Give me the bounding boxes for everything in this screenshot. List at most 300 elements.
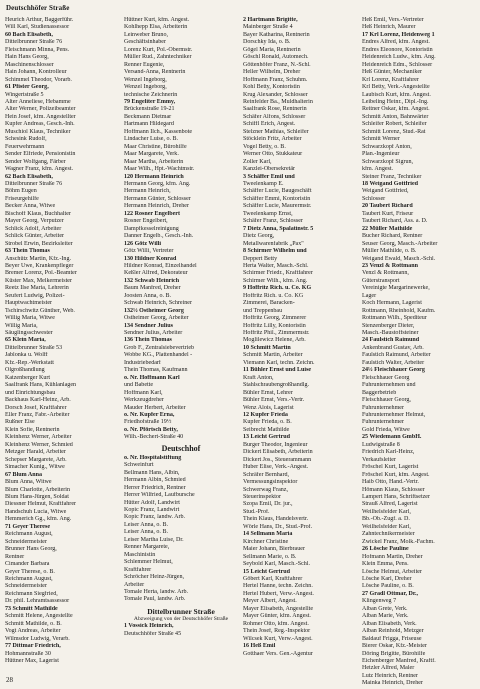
directory-entry: Meyer Albert, Angest. bbox=[243, 598, 297, 605]
directory-entry: Bühler Ernst, Vers.-Vertr. bbox=[243, 397, 305, 404]
directory-entry: Hermann Georg, kfm. Ang. bbox=[124, 180, 191, 187]
directory-entry: 12 Kupfer Frieda bbox=[243, 412, 288, 419]
directory-entry: Simacher Kunig., Witwe bbox=[5, 464, 65, 471]
directory-entry: Herta Walter, Masch.-Schl. bbox=[243, 262, 309, 269]
directory-entry: Diessner Helmut, Kraftfahrer bbox=[5, 501, 77, 508]
directory-entry: Baggerbetrieb bbox=[362, 389, 397, 396]
directory-entry: Güterstransport bbox=[362, 277, 400, 284]
directory-entry: Kraftfahrer bbox=[124, 566, 152, 573]
directory-entry: Maschinistin bbox=[124, 551, 156, 558]
directory-entry: Schmitt Anton, Bahnwärter bbox=[362, 113, 429, 120]
directory-entry: Hoffmann Karl, bbox=[124, 389, 163, 396]
column-1 bbox=[5, 17, 119, 665]
directory-entry: Handschuh Lucia, Witwe bbox=[5, 508, 67, 515]
directory-entry: Bb.-Ob.-Zugf. a. D. bbox=[362, 516, 410, 523]
directory-entry: Hertel Hanne, techn. Zeichn. bbox=[243, 583, 313, 590]
directory-entry: 25 Wiedemann GmbH. bbox=[362, 434, 422, 441]
directory-entry: Leiser Anna, o. B. bbox=[124, 529, 168, 536]
directory-entry: Bischoff Klaus, Buchhalter bbox=[5, 210, 71, 217]
directory-entry: Herrer Wilfried, Laufbursche bbox=[124, 492, 195, 499]
directory-entry: Schlemmer Helmut, bbox=[124, 559, 173, 566]
directory-entry: Viemann Karl, techn. Zeichn. bbox=[243, 359, 315, 366]
directory-entry: Schesink Rudolf, bbox=[5, 136, 47, 143]
directory-entry: Versand-Anna, Rentnerin bbox=[124, 69, 186, 76]
directory-entry: Lampert Hans, Schriftsetzer bbox=[362, 494, 431, 500]
directory-entry: Lösche Pauline, o. B. bbox=[362, 583, 414, 590]
directory-entry: Bucher Richard, Rentner bbox=[362, 233, 423, 240]
directory-entry: Grob F., Zentralsiebevertrieb bbox=[124, 344, 195, 351]
directory-entry: Rohmer Otto, kfm. Angest. bbox=[243, 620, 309, 627]
directory-entry: Hartmann Hildegard bbox=[124, 121, 174, 128]
directory-entry: Endres Eleonore, Kontoristin bbox=[362, 46, 433, 53]
directory-entry: Schneidermeister bbox=[5, 583, 47, 590]
directory-entry: Eller Franz, Fabr.-Arbeiter bbox=[5, 412, 70, 419]
directory-entry: Krl Betty, Verk.-Angestellte bbox=[362, 84, 430, 91]
directory-entry: Zoller Karl, bbox=[243, 158, 272, 165]
directory-entry: Taubert Kurt, Friseur bbox=[362, 210, 414, 217]
directory-entry: Sender Wolfgang, Färber bbox=[5, 158, 66, 165]
directory-entry: Danner Engelb., Gesch.-Inh. bbox=[124, 233, 194, 240]
directory-entry: Klein Emma, Pens. bbox=[362, 561, 409, 568]
directory-entry: Krug Alexander, Schlosser bbox=[243, 91, 308, 98]
directory-entry: Ankenbrand Gustav, Arb. bbox=[362, 344, 424, 351]
directory-entry: 15 Leicht Gertrud bbox=[243, 568, 291, 575]
directory-entry: Alban Elisabeth, Verk. bbox=[362, 620, 417, 627]
directory-entry: Feuerwehrmann bbox=[5, 143, 45, 150]
directory-entry: 65 Klein Maria, bbox=[5, 337, 46, 344]
directory-entry: 18 Weigand Gottfried bbox=[362, 180, 418, 187]
directory-entry: 130 Hildner Konrad bbox=[124, 255, 177, 262]
directory-entry: Schwerwag Franz, bbox=[243, 486, 289, 493]
directory-entry: 3 Schäffer Emil und bbox=[243, 173, 295, 180]
directory-entry: 122 Rosner Engelbert bbox=[124, 210, 180, 217]
directory-entry: Huber Elise, Verk.-Angest. bbox=[243, 464, 309, 471]
directory-entry: Schweinfurt bbox=[124, 462, 154, 469]
directory-entry: Hoffmann Ilch., Kassenbote bbox=[124, 128, 193, 135]
directory-entry: Beckmann Dietmar bbox=[124, 113, 172, 120]
directory-entry: Saalfrank Rose, Rentnerin bbox=[243, 106, 307, 113]
directory-entry: Weigand Gottfried, bbox=[362, 188, 409, 195]
directory-entry: Masch.-Baustoffsteiner bbox=[362, 330, 419, 337]
directory-entry: Alter Anneliese, Hebamme bbox=[5, 98, 71, 105]
directory-entry: Hermann Heinrich, bbox=[124, 188, 171, 195]
directory-entry: Szopa Emil, Dr. jur., bbox=[243, 501, 293, 508]
directory-entry: Götz Willi, Vertreter bbox=[124, 248, 174, 255]
directory-entry: 10 Schmitt Martin bbox=[243, 344, 291, 351]
directory-entry: Schwarzkopf Anton, bbox=[362, 143, 412, 150]
directory-entry: Heidenreich Ludw., kfm. Ang. bbox=[362, 54, 436, 61]
directory-entry: 27 Gradl Ottmar, Dr., bbox=[362, 590, 418, 597]
directory-entry: Kanzlei-Obersekretär bbox=[243, 166, 296, 173]
directory-entry: Göschl Ronald, Automech. bbox=[243, 54, 309, 61]
directory-entry: Burger Theodor, Ingenieur bbox=[243, 441, 308, 448]
directory-entry: 120 Hermann Heinrich bbox=[124, 173, 184, 180]
directory-entry: Kleinhenz Werner, Arbeiter bbox=[5, 434, 72, 441]
directory-entry: Brunner Hans Georg, bbox=[5, 546, 57, 553]
directory-entry: Bierer Oskar, Kfz.-Meister bbox=[362, 643, 427, 650]
directory-entry: Werkzeugdreher bbox=[124, 397, 164, 404]
directory-entry: Schwab Heinrich, Schreiner bbox=[124, 300, 193, 307]
directory-entry: 17 Krl Lorenz, Heidenweg 1 bbox=[362, 31, 435, 38]
directory-entry: Kohlhepp Elsa, Arbeiterin bbox=[124, 24, 188, 31]
directory-entry: 20 Taubert Richard bbox=[362, 203, 413, 210]
directory-entry: Lösche Karl, Dreher bbox=[362, 575, 412, 582]
directory-entry: Mainberger Straße 4 bbox=[243, 24, 293, 31]
directory-entry: Steuerinspektor bbox=[243, 494, 281, 500]
directory-entry: Maar Margarete, Verk. bbox=[124, 151, 179, 158]
directory-entry: Weilhelsfelder Karl, bbox=[362, 523, 411, 530]
directory-entry: Tomale Paul, landw. Arb. bbox=[124, 596, 186, 603]
directory-entry: Schleifer Robert, Schleifer bbox=[362, 121, 427, 128]
directory-entry: Böhm Eugen bbox=[5, 188, 37, 195]
directory-entry: Hoffritz Rich. u. Co. KG bbox=[243, 292, 304, 299]
directory-entry: Alban Marie, Verk. bbox=[362, 613, 409, 620]
page-number: 28 bbox=[6, 676, 13, 684]
directory-entry: Wenzel Ingeborg, bbox=[124, 84, 167, 91]
directory-entry: Mainka Heinrich, Dreher bbox=[362, 680, 423, 687]
directory-entry: Hoffritz Georg, Zimmerer bbox=[243, 315, 307, 322]
directory-entry: Verkaufsleiter bbox=[362, 456, 396, 463]
directory-entry: Reichmann Siegfried, bbox=[5, 590, 58, 597]
directory-entry: Fuhrunternehmer bbox=[362, 419, 404, 426]
directory-entry: Moglilewicz Helene, Arb. bbox=[243, 337, 306, 344]
directory-entry: 22 Müller Mathilde bbox=[362, 225, 413, 232]
section-note: Abzweigung von der Deutschhöfer Straße bbox=[133, 616, 229, 623]
directory-entry: Maar Christine, Bürohilfe bbox=[124, 143, 187, 150]
directory-entry: Schmitt Werner bbox=[362, 136, 400, 143]
directory-entry: 136 Thein Thomas bbox=[124, 337, 172, 344]
directory-entry: Hohmannstraße 30 bbox=[5, 650, 51, 657]
directory-entry: Tweelenkamp Ernst, bbox=[243, 210, 293, 217]
directory-entry: Cimander Barbara bbox=[5, 561, 50, 568]
page-header bbox=[0, 0, 480, 18]
directory-entry: Friedrich Karl-Heinz, bbox=[362, 449, 415, 456]
directory-entry: Hoffmann Franz, Schuhm. bbox=[243, 76, 308, 83]
directory-entry: Hermann Heinrich, Dreher bbox=[124, 203, 189, 210]
directory-entry: technische Zeichnerin bbox=[124, 91, 178, 98]
directory-entry: Schäffer Emmi, Kontoristin bbox=[243, 195, 311, 202]
directory-entry: Fleischhauer Georg bbox=[362, 374, 410, 381]
directory-entry: Plan.-Ingenieur bbox=[362, 151, 400, 158]
directory-entry: 71 Geyer Therese bbox=[5, 523, 51, 530]
directory-entry: Gotthaer Vers. Gen.-Agentur bbox=[243, 650, 313, 657]
directory-entry: Stenzenberger Dieter, bbox=[362, 322, 415, 329]
directory-entry: Lutz Heinrich, Rentner bbox=[362, 672, 418, 679]
directory-entry: Schäffer Lucie, Baugeschäft bbox=[243, 188, 312, 195]
directory-entry: Klein Sofie, Rentnerin bbox=[5, 426, 60, 433]
directory-entry: 24½ Fleischhauer Georg bbox=[362, 367, 425, 374]
directory-entry: Stahlschraubengroßhandlg. bbox=[243, 382, 309, 389]
directory-entry: Mayer Günter, kfm. Angest. bbox=[243, 613, 311, 620]
directory-entry: Laubisch Kurt, kfm. Angest. bbox=[362, 91, 431, 98]
directory-entry: Dickert Jos., Steuerammann bbox=[243, 456, 312, 463]
directory-entry: Will Karl, Studienassessor bbox=[5, 24, 70, 31]
directory-entry: 7 Dietz Anna, Spalatinstr. 5 bbox=[243, 225, 314, 232]
directory-entry: Müller Mathilde, o. B. bbox=[362, 248, 417, 255]
directory-entry: Rottmann, Rheinhold, Kaufm. bbox=[362, 307, 436, 314]
directory-entry: Becker Anna, Witwe bbox=[5, 203, 56, 210]
directory-entry: Mauder Herbert, Arbeiter bbox=[124, 404, 186, 411]
directory-entry: Reichmann August, bbox=[5, 531, 53, 538]
directory-entry: Hoffritz Lilly, Kontoristin bbox=[243, 322, 306, 329]
directory-entry: Anschütz Martin, Kfz.-Ing. bbox=[5, 255, 71, 262]
directory-entry: Jablonka u. Wolff bbox=[5, 352, 48, 359]
directory-entry: Koch Hermann, Lagerist bbox=[362, 300, 422, 307]
directory-entry: Wobbe KG., Plattenhandel - bbox=[124, 352, 193, 359]
directory-entry: Deppert Betty bbox=[243, 255, 278, 262]
directory-entry: Schmitt Mathilde, o. B. bbox=[5, 620, 62, 627]
directory-entry: Schimmel Theodor, Vorarb. bbox=[5, 76, 72, 83]
directory-entry: Faulstich Raimund, Arbeiter bbox=[362, 352, 431, 359]
directory-entry: Hain Johann, Kontrolleur bbox=[5, 69, 67, 76]
directory-entry: Reinfelder Ba., Muldhalterin bbox=[243, 98, 313, 105]
directory-entry: Schepser Margarete, Arb. bbox=[5, 456, 67, 463]
directory-entry: Bayer Katharina, Rentnerin bbox=[243, 31, 310, 38]
directory-entry: Deutschhöfer Straße 45 bbox=[124, 630, 182, 637]
directory-entry: Dorschky Ida, o. B. bbox=[243, 39, 291, 46]
section-heading: Deutschhof bbox=[161, 443, 201, 453]
directory-entry: Fuhrunternehmer bbox=[362, 404, 404, 411]
directory-entry: 63 Thein Thomas bbox=[5, 248, 50, 255]
directory-entry: Hertel Hubert, Verw.-Angest. bbox=[243, 590, 314, 597]
directory-entry: Bühler Ernst, Lehrer bbox=[243, 389, 293, 396]
directory-entry: Schneidermeister bbox=[5, 538, 47, 545]
directory-entry: Schräfer Bernhard, bbox=[243, 471, 290, 478]
directory-entry: Alter Werner, Polizeibeamter bbox=[5, 106, 76, 113]
directory-entry: Schäffer Lucie, Maurermstr. bbox=[243, 203, 312, 210]
directory-entry: Schäfer Franz, Schlosser bbox=[243, 218, 303, 225]
directory-entry: Vereinigte Margarinewerke, bbox=[362, 285, 430, 292]
directory-entry: Reetz Ilse Maria, Lehrerin bbox=[5, 285, 69, 292]
directory-entry: Hildner Konrad, Einzelhandel bbox=[124, 262, 197, 269]
directory-entry: 126 Götz Willi bbox=[124, 240, 162, 247]
directory-entry: Hermann Albin, Schmied bbox=[124, 477, 186, 484]
directory-entry: Stelzner Mathias, Schleifer bbox=[243, 128, 309, 135]
directory-entry: Hüttner Kurt, kfm. Angest. bbox=[124, 17, 190, 23]
directory-entry: Lösche Helmut, Arbeiter bbox=[362, 568, 422, 575]
directory-entry: Joosten Anna, o. B. bbox=[124, 292, 172, 299]
directory-entry: 23 Venzl & Rottmann bbox=[362, 262, 418, 269]
directory-entry: 73 Schmitt Mathilde bbox=[5, 605, 58, 612]
directory-entry: Wingertstraße 5 bbox=[5, 91, 44, 98]
directory-entry: Fuhrunternehmen und bbox=[362, 382, 416, 389]
directory-entry: Klingenweg 7 bbox=[362, 598, 397, 605]
directory-entry: Hermann Günter, Schlosser bbox=[124, 195, 191, 202]
directory-entry: Rentner bbox=[5, 553, 25, 560]
directory-entry: Sendner Julius, Arbeiter bbox=[124, 330, 183, 337]
directory-entry: 9 Hoffritz Rich. u. Co. KG bbox=[243, 285, 312, 292]
directory-entry: o. Nr. Kupfer Erna, bbox=[124, 412, 175, 419]
directory-entry: Wilh.-Bechert-Straße 40 bbox=[124, 434, 184, 441]
directory-entry: Kopic Franz, Landwirt bbox=[124, 507, 180, 513]
directory-entry: Zahntechnikermeister bbox=[362, 531, 415, 538]
directory-entry: Kfz.-Rep.-Werkstatt bbox=[5, 359, 54, 366]
directory-entry: 132½ Ostheimer Georg bbox=[124, 307, 184, 314]
directory-entry: Hauptwachtmeister bbox=[5, 300, 53, 307]
directory-entry: Reitner Oskar, kfm. Angest. bbox=[362, 106, 430, 113]
directory-entry: Schlick Adolf, Arbeiter bbox=[5, 225, 62, 232]
directory-entry: Maar Wilh., Hpt.-Wachtmstr. bbox=[124, 166, 195, 173]
directory-entry: Thein Josef, Reg.-Inspektor bbox=[243, 628, 311, 635]
directory-entry: Hüttner Max, Lagerist bbox=[5, 657, 59, 664]
directory-entry: 1 Vossick Heinrich, bbox=[124, 623, 174, 630]
directory-entry: Hofmann Martin, Dreher bbox=[362, 553, 423, 560]
directory-entry: Müller Rud., Zahntechniker bbox=[124, 54, 192, 61]
directory-entry: Mayer Georg, Verputzer bbox=[5, 218, 64, 225]
directory-entry: Maar Martha, Arbeiterin bbox=[124, 158, 184, 165]
directory-entry: Arbeiter bbox=[124, 581, 145, 588]
directory-entry: Thein Thomas, Kaufmann bbox=[124, 367, 188, 374]
directory-entry: Tschirschwitz Günther, Web. bbox=[5, 307, 75, 314]
directory-entry: Hein Josef, kfm. Angestellter bbox=[5, 113, 76, 120]
directory-entry: Döring Brigitte, Bürohilfe bbox=[362, 650, 426, 657]
directory-entry: Friedhofstraße 19½ bbox=[124, 419, 172, 426]
directory-entry: kfm. Angest. bbox=[362, 166, 394, 173]
directory-entry: Zwickel Franz, Molk.-Fachm. bbox=[362, 538, 435, 545]
directory-entry: Maier Johann, Bierbrauer bbox=[243, 546, 305, 553]
directory-entry: Metallwarenfabrik „Pax" bbox=[243, 240, 304, 247]
running-head: Deutschhöfer Straße bbox=[6, 4, 70, 12]
directory-entry: Taubert Richard, Ass. a. D. bbox=[362, 218, 428, 225]
directory-entry: Kopic Franz, landw. Arb. bbox=[124, 514, 186, 521]
directory-entry: Schäfer Alfons, Schlosser bbox=[243, 113, 306, 120]
directory-entry: Hütter Adolf, Landwirt bbox=[124, 499, 180, 506]
section-heading: Dittelbrunner Straße bbox=[147, 606, 215, 616]
directory-entry: Schirmer Wilh., kfm. Ang. bbox=[243, 277, 308, 284]
directory-entry: Heß Günter, Mechaniker bbox=[362, 69, 423, 76]
directory-entry: Vogel Betty, o. B. bbox=[243, 143, 286, 150]
directory-entry: 13 Leicht Gertrud bbox=[243, 434, 291, 441]
directory-entry: Lager bbox=[362, 292, 377, 299]
directory-entry: 26 Lösche Pauline bbox=[362, 546, 409, 553]
directory-entry: Dittelbrunner Straße 53 bbox=[5, 344, 63, 351]
directory-entry: Dampfkesselreinigung bbox=[124, 225, 179, 232]
directory-entry: Thein Klaus, Handelsvertr. bbox=[243, 516, 309, 523]
directory-entry: Stöcklein Fritz, Arbeiter bbox=[243, 136, 302, 143]
directory-entry: Rottmann Wilh., Spediteur bbox=[362, 315, 427, 322]
directory-entry: Willig Maria, bbox=[5, 322, 38, 329]
directory-entry: Dietz Georg, bbox=[243, 233, 275, 240]
directory-entry: Ostheimer Georg, Arbeiter bbox=[124, 315, 189, 322]
directory-entry: Fröschel Kurt, Lagerist bbox=[362, 464, 419, 471]
directory-entry: Wagner Franz, kfm. Angest. bbox=[5, 166, 74, 173]
directory-entry: Friseurgehilfe bbox=[5, 195, 39, 202]
directory-entry: Wenz Alois, Lagerist bbox=[243, 404, 294, 411]
directory-entry: Wilmsdor Ludwig, Verarb. bbox=[5, 635, 70, 642]
directory-entry: Hemmerich Gg., kfm. Ang. bbox=[5, 516, 72, 523]
directory-entry: Baldauf Frigga, Friseuse bbox=[362, 635, 422, 642]
directory-entry: Renner Margarete, bbox=[124, 544, 170, 551]
directory-entry: Seuser Georg, Masch.-Arbeiter bbox=[362, 240, 438, 247]
directory-entry: Alban Grete, Verk. bbox=[362, 605, 408, 612]
directory-entry: Reichmann August, bbox=[5, 575, 53, 582]
directory-entry: Ölgroßhandlung bbox=[5, 367, 45, 374]
directory-entry: Dr. phil. Lehramtsassessor bbox=[5, 598, 70, 605]
directory-entry: Sender Elfriede, Pensionistin bbox=[5, 151, 76, 158]
directory-entry: 2 Hartmann Brigitte, bbox=[243, 17, 298, 23]
directory-entry: Kleinhenz Werner, Schmied bbox=[5, 441, 73, 448]
directory-entry: 134 Sendner Julius bbox=[124, 322, 173, 329]
directory-entry: 77 Dittmar Friedrich, bbox=[5, 643, 61, 650]
directory-entry: Endres Alfred, kfm. Angest. bbox=[362, 39, 430, 46]
directory-entry: 16 Heß Emil bbox=[243, 643, 276, 650]
directory-entry: Baum Manfred, Dreher bbox=[124, 285, 181, 292]
directory-entry: Wilcsek Kurt, Verw.-Angest. bbox=[243, 635, 313, 642]
directory-entry: Beyer Uwe, Krankenpfleger bbox=[5, 262, 74, 269]
directory-entry: Wörle Hans, Dr., Stud.-Prof. bbox=[243, 523, 313, 530]
directory-entry: Tomale Herta, landw. Arb. bbox=[124, 588, 188, 595]
directory-entry: Schmitt Martin, Arbeiter bbox=[243, 352, 303, 359]
directory-entry: Schmitt Lorenz, Stud.-Rat bbox=[362, 128, 426, 135]
directory-entry: Keßler Alfred, Dekorateur bbox=[124, 270, 188, 277]
directory-entry: Renner Eugenie, bbox=[124, 61, 165, 68]
directory-entry: Bellmann Hans, Albin, bbox=[124, 469, 180, 476]
directory-entry: Leinweber Bruno, bbox=[124, 31, 168, 38]
directory-entry: Schiffl Erich, Angest. bbox=[243, 121, 296, 128]
directory-entry: Tweelenkamp E. bbox=[243, 180, 284, 187]
directory-entry: Seybold Karl, Masch.-Schl. bbox=[243, 561, 311, 568]
directory-entry: Kupfer Andreas, Gesch.-Inh. bbox=[5, 121, 75, 128]
directory-entry: Fleischmann Minna, Pens. bbox=[5, 46, 70, 53]
directory-entry: Seufert Ludwig, Polizei- bbox=[5, 292, 65, 299]
directory-entry: Herrer Friedrich, Rentner bbox=[124, 484, 186, 491]
directory-entry: Strobel Erwin, Bezirksleiter bbox=[5, 240, 73, 247]
directory-entry: Zimmerei, Baracken- bbox=[243, 300, 295, 307]
directory-entry: Willig Maria, Witwe bbox=[5, 315, 55, 322]
directory-entry: Krl Lorenz, Kraftfahrer bbox=[362, 76, 419, 83]
directory-entry: Bremer Lorenz, Pol.-Beamter bbox=[5, 270, 77, 277]
directory-entry: Blum Anna, Witwe bbox=[5, 479, 52, 486]
directory-entry: Hain Hans Georg, bbox=[5, 54, 49, 61]
column-4 bbox=[362, 17, 476, 688]
directory-entry: Dickert Elisabeth, Arbeiterin bbox=[243, 449, 313, 456]
directory-entry: Hömann Klaus, Schlosser bbox=[362, 486, 425, 493]
directory-entry: Weigand Ewald, Masch.-Schl. bbox=[362, 255, 436, 262]
directory-entry: Blum Hans-Jürgen, Soldat bbox=[5, 494, 69, 500]
directory-entry: Fröschel Kurt, kfm. Angest. bbox=[362, 471, 430, 478]
directory-entry: Haib Otto, Hand.-Vertr. bbox=[362, 479, 419, 486]
directory-entry: Schirmer Friedr., Kraftfahrer bbox=[243, 270, 313, 277]
directory-entry: Eichenberger Manfred, Kraftf. bbox=[362, 657, 436, 664]
directory-entry: Blum Charlotte, Arbeiterin bbox=[5, 486, 70, 493]
directory-entry: und Babette bbox=[124, 382, 154, 389]
directory-entry: 11 Bühler Ernst und Luise bbox=[243, 367, 312, 374]
directory-entry: Schlick Günter, Arbeiter bbox=[5, 233, 65, 240]
directory-entry: Kupfer Frieda, o. B. bbox=[243, 419, 292, 426]
directory-entry: Heß Heinrich, Maurer bbox=[362, 24, 416, 31]
directory-entry: 8 Schirmer Wilhelm und bbox=[243, 248, 307, 255]
directory-entry: 60 Bach Elisabeth, bbox=[5, 31, 53, 38]
directory-entry: Muschiol Klaus, Techniker bbox=[5, 128, 71, 135]
directory-entry: Hoffritz Phil., Zimmermstr. bbox=[243, 330, 310, 337]
directory-entry: Hetzler Alfred, Maler bbox=[362, 665, 415, 672]
directory-entry: 79 Engeliter Emmy, bbox=[124, 98, 176, 105]
directory-entry: Industriebedarf bbox=[124, 359, 161, 366]
directory-entry: Leibeling Heinr., Dipl.-Ing. bbox=[362, 98, 429, 105]
directory-entry: Vermessungsinspektor bbox=[243, 479, 298, 486]
directory-entry: Heß Emil, Vers.-Vertreter bbox=[362, 17, 424, 23]
directory-entry: Strauß Alfred, Lagerist bbox=[362, 501, 418, 508]
directory-entry: Schlosser bbox=[362, 195, 386, 202]
directory-entry: Säuglingsschwester bbox=[5, 330, 53, 337]
directory-entry: Dorsch Josef, Kraftfahrer bbox=[5, 404, 67, 411]
directory-entry: Dittelbrunner Straße 76 bbox=[5, 180, 63, 187]
directory-entry: o. Nr. Hospitalstiftung bbox=[124, 454, 182, 461]
directory-entry: Dittelbrunner Straße 76 bbox=[5, 39, 63, 46]
directory-entry: o. Nr. Hoffmann Karl bbox=[124, 374, 180, 381]
directory-entry: Geschäftsinhaber bbox=[124, 39, 166, 46]
directory-entry: o. Nr. Pförtsch Betty, bbox=[124, 426, 178, 433]
